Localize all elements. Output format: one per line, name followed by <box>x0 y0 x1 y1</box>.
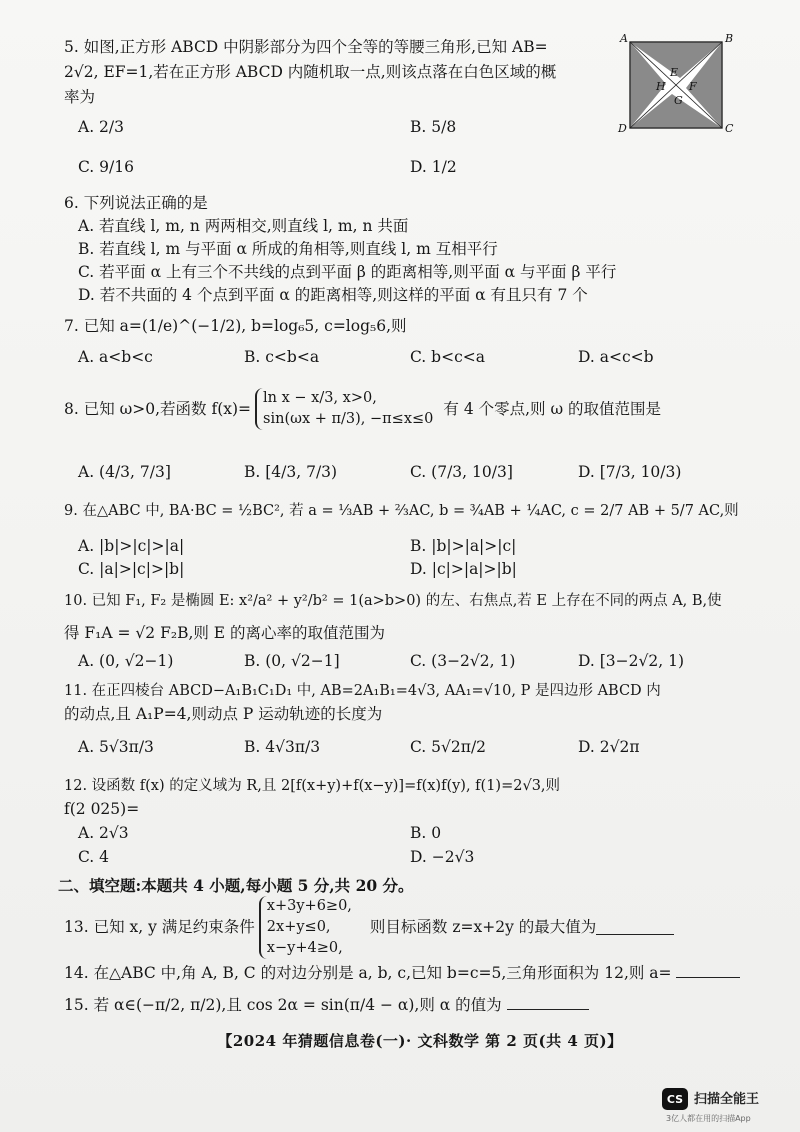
q12-option-b: B. 0 <box>410 824 442 842</box>
q5-option-d: D. 1/2 <box>410 158 457 176</box>
section-fill-blank-title: 二、填空题:本题共 4 小题,每小题 5 分,共 20 分。 <box>58 876 414 895</box>
q10-option-b: B. (0, √2−1] <box>244 652 340 670</box>
label-f: F <box>689 80 697 93</box>
q13-constraint-2: 2x+y≤0, <box>266 919 331 935</box>
q10-line1: 10. 已知 F₁, F₂ 是椭圆 E: x²/a² + y²/b² = 1(a>b>0) 的左、右焦点,若 E 上存在不同的两点 A, B,使 <box>64 593 722 609</box>
q15-text: 15. 若 α∈(−π/2, π/2),且 cos 2α = sin(π/4 − α),则 α 的值为 <box>64 996 502 1014</box>
q12-line1: 12. 设函数 f(x) 的定义域为 R,且 2[f(x+y)+f(x−y)]=f(x)f(y), f(1)=2√3,则 <box>64 778 561 794</box>
q7-option-d: D. a<c<b <box>578 348 654 366</box>
square-diagram <box>622 36 734 132</box>
q6-option-b: B. 若直线 l, m 与平面 α 所成的角相等,则直线 l, m 互相平行 <box>78 240 498 258</box>
q7-option-b: B. c<b<a <box>244 348 320 366</box>
q5-line3: 率为 <box>64 88 96 106</box>
q13-post: 则目标函数 z=x+2y 的最大值为 <box>369 918 597 936</box>
q9-option-b: B. |b|>|a|>|c| <box>410 537 517 555</box>
q5-line1: 5. 如图,正方形 ABCD 中阴影部分为四个全等的等腰三角形,已知 AB= <box>64 38 548 56</box>
q9-stem: 9. 在△ABC 中, BA·BC = ½BC², 若 a = ⅓AB + ⅔AC, b = ¾AB + ¼AC, c = 2/7 AB + 5/7 AC,则 <box>64 503 739 519</box>
q5-line2: 2√2, EF=1,若在正方形 ABCD 内随机取一点,则该点落在白色区域的概 <box>64 63 557 81</box>
label-h: H <box>656 80 666 93</box>
q13-answer-blank <box>596 920 674 935</box>
q13-stem <box>64 896 744 959</box>
q12-option-c: C. 4 <box>78 848 110 866</box>
watermark-tagline: 3亿人都在用的扫描App <box>666 1114 751 1123</box>
camscanner-logo: CS <box>662 1088 688 1110</box>
label-d: D <box>618 122 627 135</box>
q8-option-a: A. (4/3, 7/3] <box>78 463 171 481</box>
label-c: C <box>725 122 734 135</box>
q12-option-d: D. −2√3 <box>410 848 475 866</box>
q9-option-c: C. |a|>|c|>|b| <box>78 560 185 578</box>
q8-post: 有 4 个零点,则 ω 的取值范围是 <box>443 399 662 418</box>
q9-option-d: D. |c|>|a|>|b| <box>410 560 517 578</box>
page-footer: 【2024 年猜题信息卷(一)· 文科数学 第 2 页(共 4 页)】 <box>217 1032 623 1050</box>
q10-option-c: C. (3−2√2, 1) <box>410 652 516 670</box>
watermark-name: 扫描全能王 <box>694 1092 760 1107</box>
q11-line1: 11. 在正四棱台 ABCD−A₁B₁C₁D₁ 中, AB=2A₁B₁=4√3, AA₁=√10, P 是四边形 ABCD 内 <box>64 683 661 699</box>
q11-option-b: B. 4√3π/3 <box>244 738 321 756</box>
q11-option-a: A. 5√3π/3 <box>78 738 154 756</box>
q13-constraints <box>259 896 352 959</box>
label-a: A <box>620 32 628 45</box>
q8-case2: sin(ωx + π/3), −π≤x≤0 <box>263 411 434 427</box>
q6-option-c: C. 若平面 α 上有三个不共线的点到平面 β 的距离相等,则平面 α 与平面 β 平行 <box>78 263 617 281</box>
label-e: E <box>670 66 679 79</box>
q8-option-d: D. [7/3, 10/3) <box>578 463 682 481</box>
q8-option-b: B. [4/3, 7/3) <box>244 463 338 481</box>
q5-option-b: B. 5/8 <box>410 118 457 136</box>
scanner-watermark <box>662 1086 786 1126</box>
q6-option-a: A. 若直线 l, m, n 两两相交,则直线 l, m, n 共面 <box>78 217 409 235</box>
q12-option-a: A. 2√3 <box>78 824 129 842</box>
label-b: B <box>725 32 734 45</box>
q12-line2: f(2 025)= <box>64 800 140 818</box>
q14-text: 14. 在△ABC 中,角 A, B, C 的对边分别是 a, b, c,已知 b=c=5,三角形面积为 12,则 a= <box>64 964 672 982</box>
q9-option-a: A. |b|>|c|>|a| <box>78 537 185 555</box>
label-g: G <box>674 94 683 107</box>
q14-answer-blank <box>676 963 740 978</box>
q7-stem: 7. 已知 a=(1/e)^(−1/2), b=log₆5, c=log₅6,则 <box>64 317 407 335</box>
q15-stem <box>64 994 744 1017</box>
square-figure <box>618 32 734 135</box>
q11-line2: 的动点,且 A₁P=4,则动点 P 运动轨迹的长度为 <box>64 705 383 723</box>
q8-stem <box>64 388 744 430</box>
q6-stem: 6. 下列说法正确的是 <box>64 194 208 212</box>
q10-option-d: D. [3−2√2, 1) <box>578 652 684 670</box>
q10-line2: 得 F₁A = √2 F₂B,则 E 的离心率的取值范围为 <box>64 624 386 642</box>
q6-option-d: D. 若不共面的 4 个点到平面 α 的距离相等,则这样的平面 α 有且只有 7 个 <box>78 286 588 304</box>
q11-option-c: C. 5√2π/2 <box>410 738 487 756</box>
q5-option-c: C. 9/16 <box>78 158 134 176</box>
q5-option-a: A. 2/3 <box>78 118 124 136</box>
q8-case1: ln x − x/3, x>0, <box>263 390 377 406</box>
q15-answer-blank <box>507 995 589 1010</box>
q8-option-c: C. (7/3, 10/3] <box>410 463 513 481</box>
q11-option-d: D. 2√2π <box>578 738 640 756</box>
q8-pre: 8. 已知 ω>0,若函数 f(x)= <box>64 399 252 418</box>
q14-stem <box>64 962 744 985</box>
q13-pre: 13. 已知 x, y 满足约束条件 <box>64 918 255 936</box>
q13-constraint-1: x+3y+6≥0, <box>266 898 352 914</box>
q13-constraint-3: x−y+4≥0, <box>266 940 343 956</box>
q7-option-c: C. b<c<a <box>410 348 485 366</box>
q7-option-a: A. a<b<c <box>78 348 153 366</box>
q10-option-a: A. (0, √2−1) <box>78 652 174 670</box>
q8-piecewise <box>255 388 433 430</box>
